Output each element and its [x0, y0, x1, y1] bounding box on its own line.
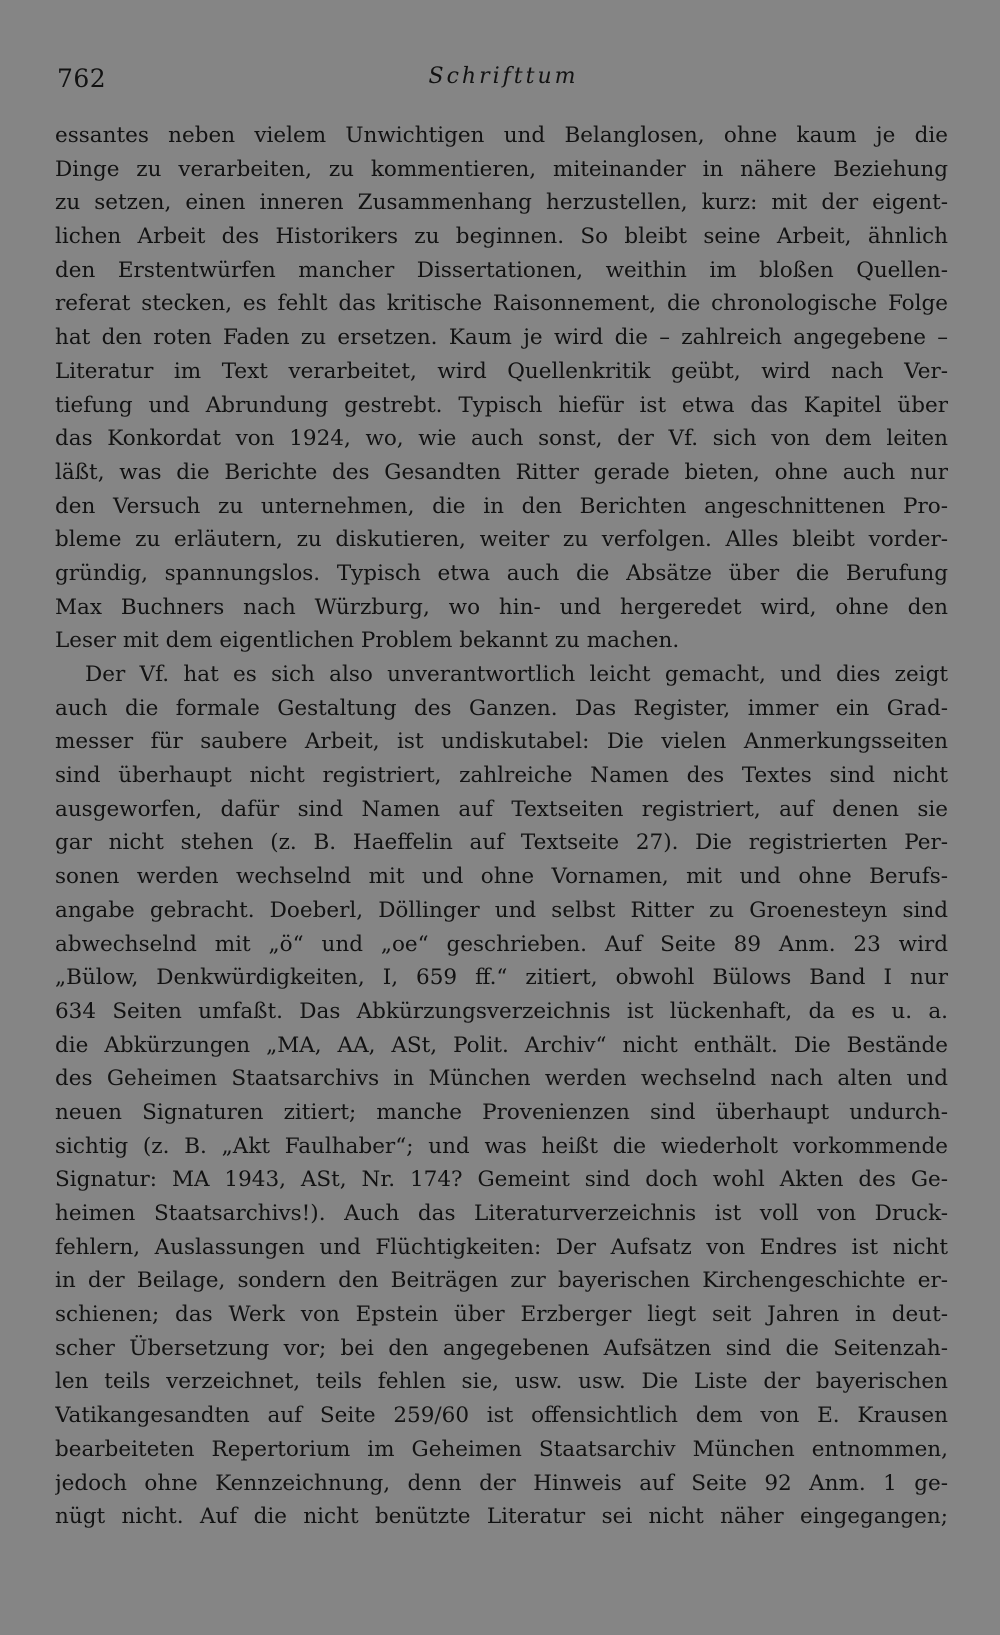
text-line: sichtig (z. B. „Akt Faulhaber“; und was heißt die wiederholt vorkommende: [55, 1133, 948, 1159]
body-text: [55, 119, 948, 1534]
text-line: tiefung und Abrundung gestrebt. Typisch hiefür ist etwa das Kapitel über: [55, 392, 948, 418]
page-header: [57, 64, 950, 100]
text-line: sonen werden wechselnd mit und ohne Vornamen, mit und ohne Berufs-: [55, 864, 948, 890]
text-line: Der Vf. hat es sich also unverantwortlich leicht gemacht, und dies zeigt: [85, 662, 948, 687]
text-line: Vatikangesandten auf Seite 259/60 ist offensichtlich dem von E. Krausen: [55, 1403, 948, 1429]
paragraph: [55, 119, 948, 658]
text-line: lichen Arbeit des Historikers zu beginnen. So bleibt seine Arbeit, ähnlich: [55, 224, 948, 250]
text-line: hat den roten Faden zu ersetzen. Kaum je wird die – zahlreich angegebene –: [55, 325, 948, 351]
text-line: referat stecken, es fehlt das kritische Raisonnement, die chronologische Folge: [55, 291, 948, 317]
text-line: fehlern, Auslassungen und Flüchtigkeiten: Der Aufsatz von Endres ist nicht: [55, 1234, 948, 1260]
text-line: jedoch ohne Kennzeichnung, denn der Hinweis auf Seite 92 Anm. 1 ge-: [55, 1470, 948, 1496]
text-line: Literatur im Text verarbeitet, wird Quellenkritik geübt, wird nach Ver-: [55, 358, 948, 384]
text-line: Signatur: MA 1943, ASt, Nr. 174? Gemeint sind doch wohl Akten des Ge-: [55, 1167, 948, 1193]
text-line: in der Beilage, sondern den Beiträgen zur bayerischen Kirchengeschichte er-: [55, 1268, 948, 1294]
text-line: die Abkürzungen „MA, AA, ASt, Polit. Archiv“ nicht enthält. Die Bestände: [55, 1032, 948, 1058]
text-line: essantes neben vielem Unwichtigen und Belanglosen, ohne kaum je die: [55, 123, 948, 148]
text-line: abwechselnd mit „ö“ und „oe“ geschrieben. Auf Seite 89 Anm. 23 wird: [55, 931, 948, 957]
text-line: zu setzen, einen inneren Zusammenhang herzustellen, kurz: mit der eigent-: [55, 190, 948, 216]
text-line: sind überhaupt nicht registriert, zahlreiche Namen des Textes sind nicht: [55, 763, 948, 789]
text-line: auch die formale Gestaltung des Ganzen. Das Register, immer ein Grad-: [55, 695, 948, 721]
text-line: das Konkordat von 1924, wo, wie auch sonst, der Vf. sich von dem leiten: [55, 426, 948, 452]
running-head: Schrifttum: [428, 64, 579, 89]
paragraph: [55, 658, 948, 1534]
text-line: Dinge zu verarbeiten, zu kommentieren, miteinander in nähere Beziehung: [55, 156, 948, 182]
text-line: Leser mit dem eigentlichen Problem bekannt zu machen.: [55, 628, 680, 654]
text-line: gründig, spannungslos. Typisch etwa auch die Absätze über die Berufung: [55, 560, 948, 586]
text-line: nügt nicht. Auf die nicht benützte Literatur sei nicht näher eingegangen;: [55, 1504, 948, 1530]
text-line: den Versuch zu unternehmen, die in den Berichten angeschnittenen Pro-: [55, 493, 948, 519]
text-line: len teils verzeichnet, teils fehlen sie, usw. usw. Die Liste der bayerischen: [55, 1369, 948, 1395]
page-number: 762: [57, 64, 107, 93]
text-line: des Geheimen Staatsarchivs in München werden wechselnd nach alten und: [55, 1066, 948, 1092]
text-line: schienen; das Werk von Epstein über Erzberger liegt seit Jahren in deut-: [55, 1302, 948, 1328]
text-line: läßt, was die Berichte des Gesandten Ritter gerade bieten, ohne auch nur: [55, 459, 948, 485]
text-line: bearbeiteten Repertorium im Geheimen Staatsarchiv München entnommen,: [55, 1436, 948, 1462]
text-line: gar nicht stehen (z. B. Haeffelin auf Textseite 27). Die registrierten Per-: [55, 830, 948, 856]
text-line: ausgeworfen, dafür sind Namen auf Textseiten registriert, auf denen sie: [55, 796, 948, 822]
text-line: „Bülow, Denkwürdigkeiten, I, 659 ff.“ zitiert, obwohl Bülows Band I nur: [55, 965, 948, 991]
text-line: scher Übersetzung vor; bei den angegebenen Aufsätzen sind die Seitenzah-: [55, 1335, 948, 1361]
text-line: messer für saubere Arbeit, ist undiskutabel: Die vielen Anmerkungsseiten: [55, 729, 948, 755]
text-line: Max Buchners nach Würzburg, wo hin- und hergeredet wird, ohne den: [55, 594, 948, 620]
text-line: heimen Staatsarchivs!). Auch das Literaturverzeichnis ist voll von Druck-: [55, 1201, 948, 1226]
text-line: 634 Seiten umfaßt. Das Abkürzungsverzeichnis ist lückenhaft, da es u. a.: [55, 998, 948, 1024]
text-line: den Erstentwürfen mancher Dissertationen, weithin im bloßen Quellen-: [55, 257, 948, 283]
text-line: angabe gebracht. Doeberl, Döllinger und selbst Ritter zu Groenesteyn sind: [55, 897, 948, 923]
text-line: neuen Signaturen zitiert; manche Provenienzen sind überhaupt undurch-: [55, 1099, 948, 1125]
text-line: bleme zu erläutern, zu diskutieren, weiter zu verfolgen. Alles bleibt vorder-: [55, 527, 948, 553]
